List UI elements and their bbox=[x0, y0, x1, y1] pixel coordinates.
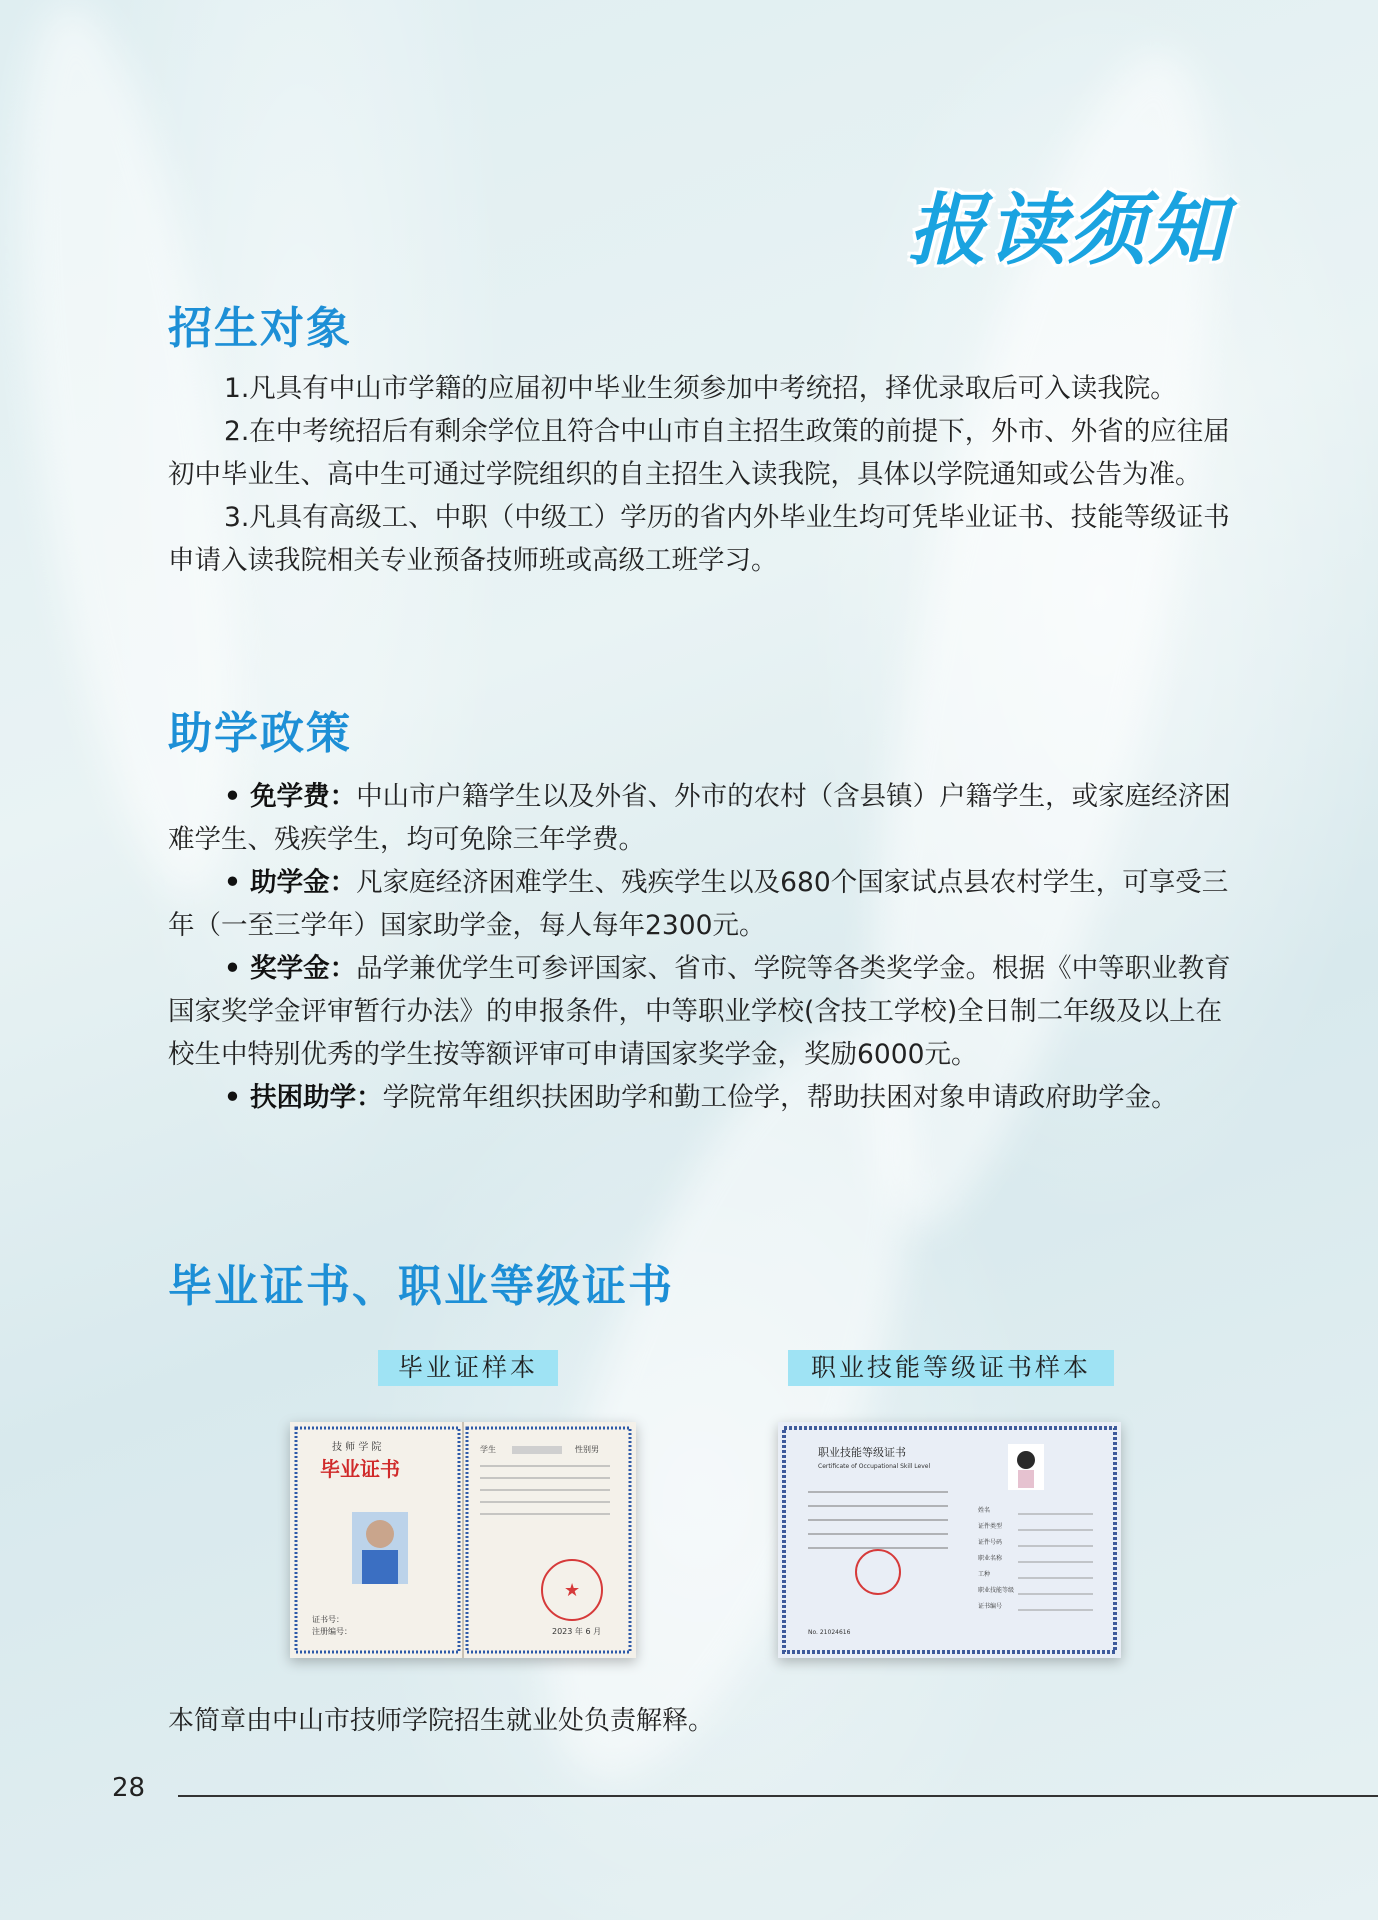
skill-certificate-image bbox=[778, 1422, 1121, 1658]
enrollment-list bbox=[168, 367, 1238, 582]
graduation-school-type: 技 师 学 院 bbox=[332, 1442, 382, 1453]
skill-field-label: 证书编号 bbox=[978, 1603, 1003, 1610]
skill-sample-label: 职业技能等级证书样本 bbox=[788, 1350, 1114, 1386]
enrollment-item: 3.凡具有高级工、中职（中级工）学历的省内外毕业生均可凭毕业证书、技能等级证书申请入读我院相关专业预备技师班或高级工班学习。 bbox=[168, 502, 1230, 576]
skill-cert-title-cn: 职业技能等级证书 bbox=[818, 1446, 906, 1459]
aid-list bbox=[168, 775, 1238, 1119]
page-title: 报读须知 bbox=[907, 186, 1228, 276]
portrait-head-icon bbox=[366, 1520, 394, 1548]
graduation-cert-title: 毕业证书 bbox=[320, 1457, 400, 1481]
aid-term: • 助学金： bbox=[224, 867, 357, 898]
aid-text: 品学兼优学生可参评国家、省市、学院等各类奖学金。根据《中等职业教育国家奖学金评审暂行办法》的申报条件，中等职业学校(含技工学校)全日制二年级及以上在校生中特别优秀的学生按等额评审可申请国家奖学金，奖励6000元。 bbox=[168, 953, 1231, 1070]
aid-term: • 扶困助学： bbox=[224, 1082, 383, 1113]
skill-cert-no: No. 21024616 bbox=[808, 1629, 851, 1636]
footer-divider bbox=[178, 1795, 1378, 1797]
portrait-body-icon bbox=[362, 1550, 398, 1584]
skill-field-label: 证件类型 bbox=[978, 1523, 1003, 1530]
aid-text: 中山市户籍学生以及外省、外市的农村（含县镇）户籍学生，或家庭经济困难学生、残疾学生，均可免除三年学费。 bbox=[168, 781, 1231, 855]
graduation-date: 2023 年 6 月 bbox=[552, 1627, 602, 1636]
graduation-field-name: 学生 bbox=[480, 1445, 496, 1454]
skill-cert-title-en: Certificate of Occupational Skill Level bbox=[818, 1463, 931, 1470]
skill-field-label: 工种 bbox=[978, 1571, 991, 1578]
page-number: 28 bbox=[112, 1773, 146, 1803]
aid-item bbox=[168, 1076, 1238, 1119]
graduation-field-gender: 性别男 bbox=[575, 1445, 599, 1454]
skill-field-label: 职业技能等级 bbox=[978, 1587, 1015, 1594]
aid-text: 学院常年组织扶困助学和勤工俭学，帮助扶困对象申请政府助学金。 bbox=[382, 1082, 1178, 1113]
section-heading-certificates: 毕业证书、职业等级证书 bbox=[168, 1261, 674, 1312]
skill-field-label: 证件号码 bbox=[978, 1539, 1003, 1546]
footer-note: 本简章由中山市技师学院招生就业处负责解释。 bbox=[168, 1706, 715, 1736]
aid-term: • 奖学金： bbox=[224, 953, 357, 984]
graduation-sample-label: 毕业证样本 bbox=[378, 1350, 558, 1386]
section-heading-aid: 助学政策 bbox=[168, 708, 352, 759]
aid-text: 凡家庭经济困难学生、残疾学生以及680个国家试点县农村学生，可享受三年（一至三学年）国家助学金，每人每年2300元。 bbox=[168, 867, 1229, 941]
graduation-serial-label: 注册编号： bbox=[312, 1627, 352, 1636]
graduation-certificate-image bbox=[290, 1422, 636, 1658]
aid-item bbox=[168, 861, 1238, 947]
aid-term: • 免学费： bbox=[224, 781, 357, 812]
graduation-cert-no-label: 证书号： bbox=[312, 1615, 344, 1624]
portrait-head-icon bbox=[1017, 1451, 1035, 1469]
skill-field-label: 姓名 bbox=[978, 1507, 991, 1514]
skill-field-label: 职业名称 bbox=[978, 1555, 1003, 1562]
portrait-body-icon bbox=[1018, 1470, 1034, 1488]
enrollment-item: 2.在中考统招后有剩余学位且符合中山市自主招生政策的前提下，外市、外省的应往届初中毕业生、高中生可通过学院组织的自主招生入读我院，具体以学院通知或公告为准。 bbox=[168, 416, 1230, 490]
section-heading-enrollment: 招生对象 bbox=[168, 303, 352, 354]
aid-item bbox=[168, 775, 1238, 861]
enrollment-item: 1.凡具有中山市学籍的应届初中毕业生须参加中考统招，择优录取后可入读我院。 bbox=[224, 373, 1177, 404]
aid-item bbox=[168, 947, 1238, 1076]
svg-text:★: ★ bbox=[564, 1580, 581, 1601]
